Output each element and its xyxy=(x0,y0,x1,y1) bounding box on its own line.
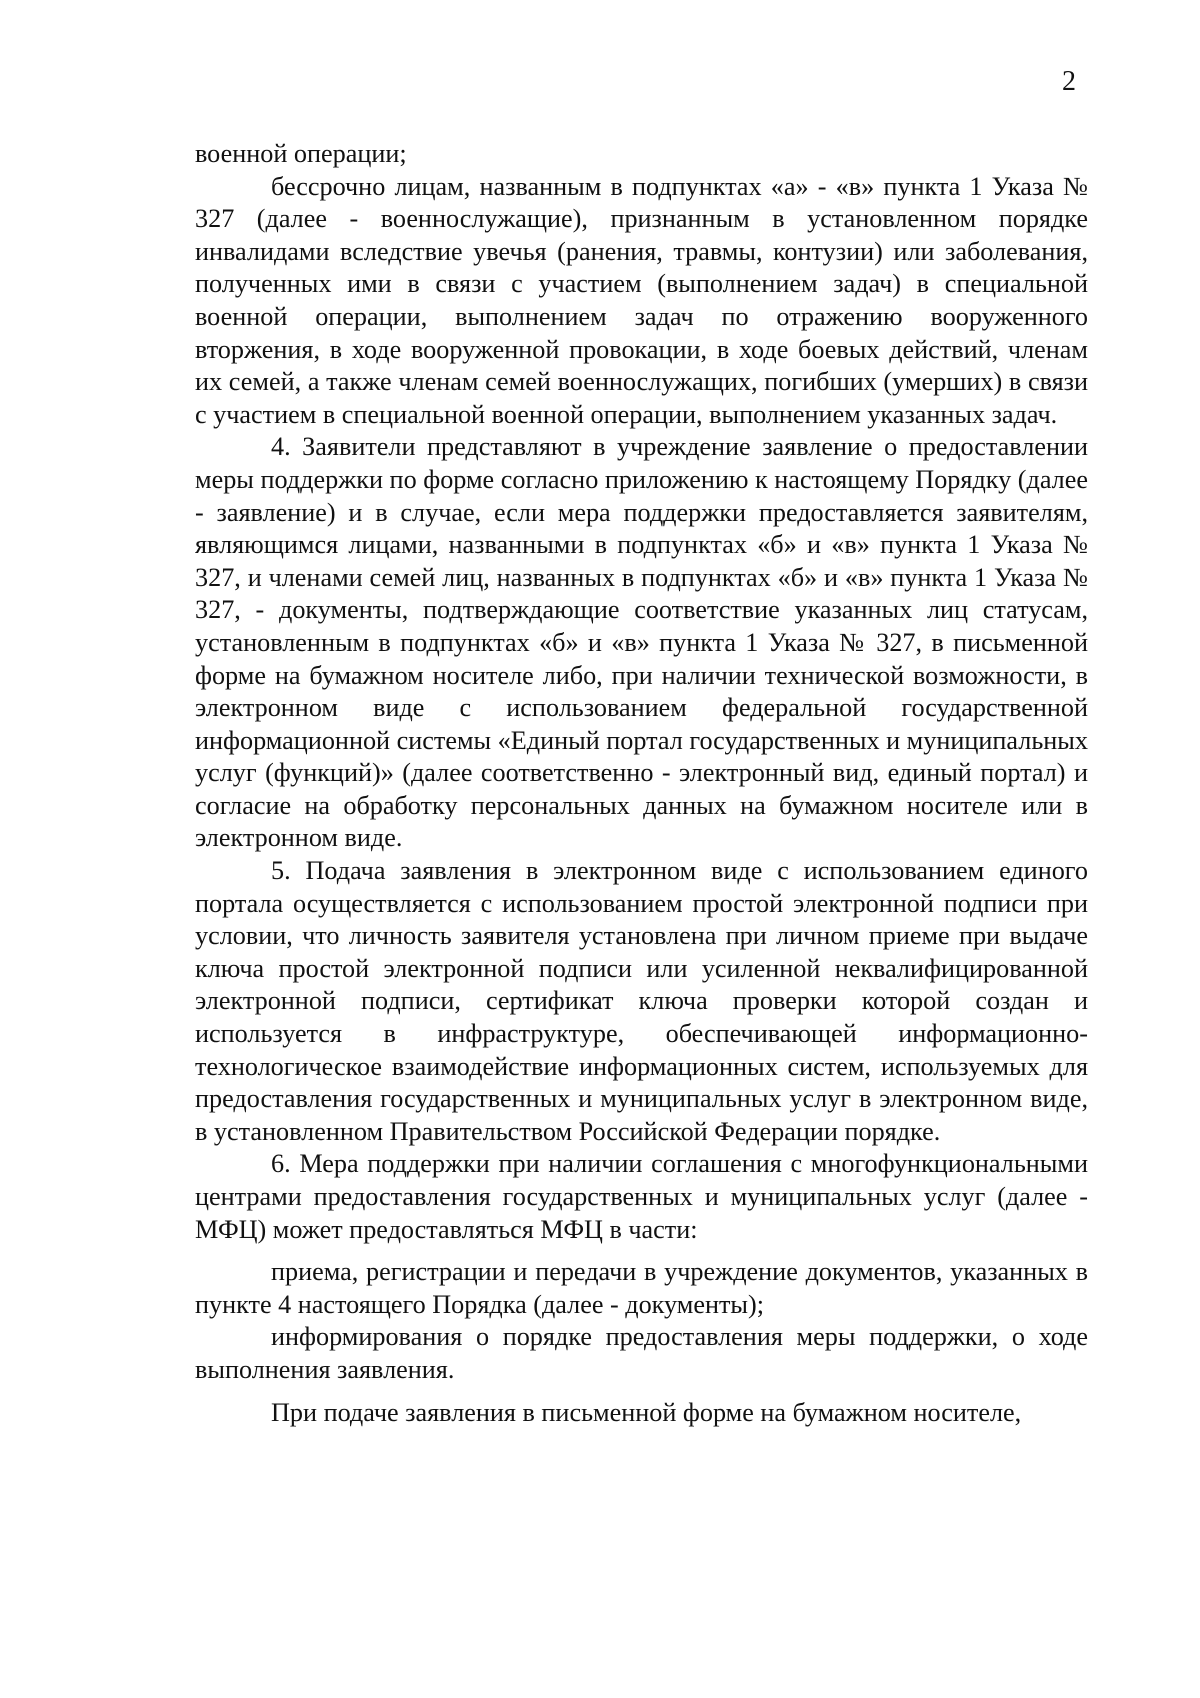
paragraph-item-5: 5. Подача заявления в электронном виде с использованием единого портала осуществляется с использованием простой электронной подписи при условии, что личность заявителя установлена при личном приеме при выдаче ключа простой электронной подписи или усиленной неквалифицированной электронной подписи, сертификат ключа проверки которой создан и используется в инфраструктуре, обеспечивающей информационно-технологическое взаимодействие информационных систем, используемых для предоставления государственных и муниципальных услуг в электронном виде, в установленном Правительством Российской Федерации порядке. xyxy=(195,856,1088,1146)
paragraph-mfc-informing: информирования о порядке предоставления меры поддержки, о ходе выполнения заявления. xyxy=(195,1322,1088,1384)
page-number: 2 xyxy=(1062,66,1076,97)
paragraph-indefinite-term: бессрочно лицам, названным в подпунктах «а» - «в» пункта 1 Указа № 327 (далее - военнослужащие), признанным в установленном порядке инвалидами вследствие увечья (ранения, травмы, контузии) или заболевания, полученных ими в связи с участием (выполнением задач) в специальной военной операции, выполнением задач по отражению вооруженного вторжения, в ходе вооруженной провокации, в ходе боевых действий, членам их семей, а также членам семей военнослужащих, погибших (умерших) в связи с участием в специальной военной операции, выполнением указанных задач. xyxy=(195,171,1088,429)
document-body xyxy=(195,138,1088,1429)
paragraph-continuation: военной операции; xyxy=(195,139,407,168)
paragraph-item-4: 4. Заявители представляют в учреждение заявление о предоставлении меры поддержки по форме согласно приложению к настоящему Порядку (далее - заявление) и в случае, если мера поддержки предоставляется заявителям, являющимся лицами, названными в подпунктах «б» и «в» пункта 1 Указа № 327, и членами семей лиц, названных в подпунктах «б» и «в» пункта 1 Указа № 327, - документы, подтверждающие соответствие указанных лиц статусам, установленным в подпунктах «б» и «в» пункта 1 Указа № 327, в письменной форме на бумажном носителе либо, при наличии технической возможности, в электронном виде с использованием федеральной государственной информационной системы «Единый портал государственных и муниципальных услуг (функций)» (далее соответственно - электронный вид, единый портал) и согласие на обработку персональных данных на бумажном носителе или в электронном виде. xyxy=(195,432,1088,853)
paragraph-paper-submission: При подаче заявления в письменной форме на бумажном носителе, xyxy=(271,1397,1022,1427)
paragraph-mfc-reception: приема, регистрации и передачи в учреждение документов, указанных в пункте 4 настоящего Порядка (далее - документы); xyxy=(195,1257,1088,1319)
paragraph-item-6: 6. Мера поддержки при наличии соглашения с многофункциональными центрами предоставления государственных и муниципальных услуг (далее - МФЦ) может предоставляться МФЦ в части: xyxy=(195,1149,1088,1244)
